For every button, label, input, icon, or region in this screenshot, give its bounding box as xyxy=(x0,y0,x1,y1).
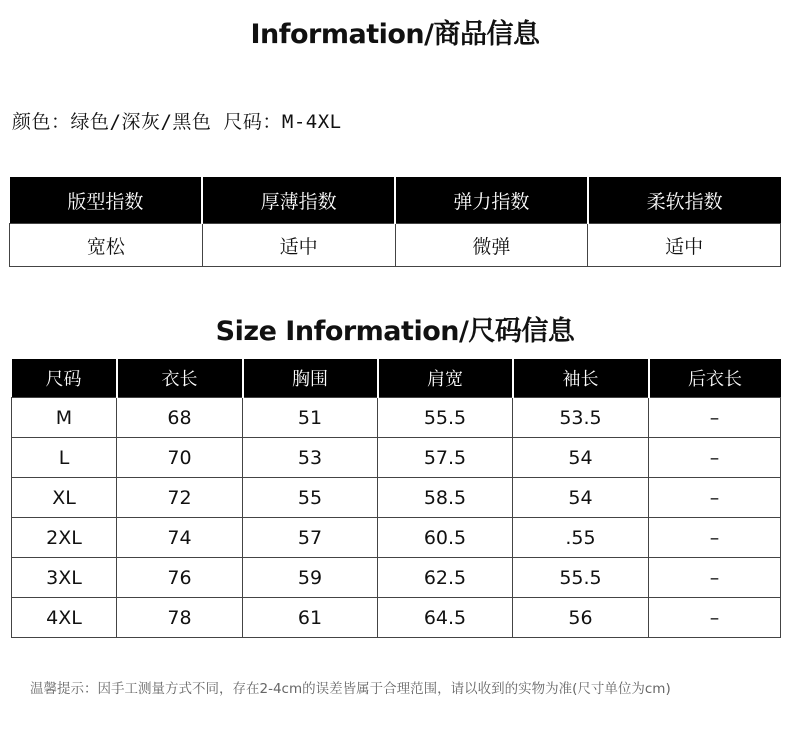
value-softness: 适中 xyxy=(588,224,781,267)
header-shoulder: 肩宽 xyxy=(378,359,513,398)
color-label: 颜色： xyxy=(12,111,71,133)
header-elasticity-index: 弹力指数 xyxy=(395,177,588,224)
cell-sleeve: 54 xyxy=(513,478,649,518)
size-header-row xyxy=(12,359,781,398)
cell-chest: 57 xyxy=(243,518,378,558)
index-value-row xyxy=(10,224,781,267)
cell-sleeve: 56 xyxy=(513,598,649,638)
cell-shoulder: 60.5 xyxy=(378,518,513,558)
cell-back-length: – xyxy=(649,398,781,438)
cell-shoulder: 55.5 xyxy=(378,398,513,438)
table-row xyxy=(12,438,781,478)
cell-length: 78 xyxy=(117,598,243,638)
cell-size: XL xyxy=(12,478,117,518)
cell-shoulder: 64.5 xyxy=(378,598,513,638)
cell-back-length: – xyxy=(649,598,781,638)
size-value: M-4XL xyxy=(281,111,342,133)
cell-chest: 51 xyxy=(243,398,378,438)
cell-length: 74 xyxy=(117,518,243,558)
table-row xyxy=(12,478,781,518)
cell-length: 76 xyxy=(117,558,243,598)
header-length: 衣长 xyxy=(117,359,243,398)
cell-size: L xyxy=(12,438,117,478)
table-row xyxy=(12,518,781,558)
header-sleeve: 袖长 xyxy=(513,359,649,398)
cell-sleeve: 55.5 xyxy=(513,558,649,598)
header-fit-index: 版型指数 xyxy=(10,177,203,224)
cell-chest: 61 xyxy=(243,598,378,638)
cell-sleeve: 53.5 xyxy=(513,398,649,438)
color-value: 绿色/深灰/黑色 xyxy=(70,111,212,133)
header-size: 尺码 xyxy=(12,359,117,398)
cell-chest: 55 xyxy=(243,478,378,518)
header-back-length: 后衣长 xyxy=(649,359,781,398)
size-label: 尺码： xyxy=(223,111,282,133)
index-header-row xyxy=(10,177,781,224)
table-row xyxy=(12,398,781,438)
cell-sleeve: .55 xyxy=(513,518,649,558)
spec-line xyxy=(12,107,342,134)
header-chest: 胸围 xyxy=(243,359,378,398)
size-title: Size Information/尺码信息 xyxy=(215,316,575,347)
table-row xyxy=(12,558,781,598)
table-row xyxy=(12,598,781,638)
cell-shoulder: 58.5 xyxy=(378,478,513,518)
cell-chest: 53 xyxy=(243,438,378,478)
cell-chest: 59 xyxy=(243,558,378,598)
info-title: Information/商品信息 xyxy=(250,19,540,50)
cell-size: M xyxy=(12,398,117,438)
cell-shoulder: 62.5 xyxy=(378,558,513,598)
fabric-index-table xyxy=(9,177,781,267)
measurement-note: 温馨提示：因手工测量方式不同，存在2-4cm的误差皆属于合理范围，请以收到的实物为准(尺寸单位为cm) xyxy=(30,681,671,697)
header-softness-index: 柔软指数 xyxy=(588,177,781,224)
cell-shoulder: 57.5 xyxy=(378,438,513,478)
value-fit: 宽松 xyxy=(10,224,203,267)
cell-back-length: – xyxy=(649,518,781,558)
header-thickness-index: 厚薄指数 xyxy=(202,177,395,224)
value-thickness: 适中 xyxy=(202,224,395,267)
cell-back-length: – xyxy=(649,558,781,598)
cell-length: 68 xyxy=(117,398,243,438)
cell-back-length: – xyxy=(649,478,781,518)
cell-size: 3XL xyxy=(12,558,117,598)
cell-sleeve: 54 xyxy=(513,438,649,478)
size-table xyxy=(11,359,781,638)
cell-length: 72 xyxy=(117,478,243,518)
cell-size: 4XL xyxy=(12,598,117,638)
cell-size: 2XL xyxy=(12,518,117,558)
value-elasticity: 微弹 xyxy=(395,224,588,267)
cell-back-length: – xyxy=(649,438,781,478)
cell-length: 70 xyxy=(117,438,243,478)
